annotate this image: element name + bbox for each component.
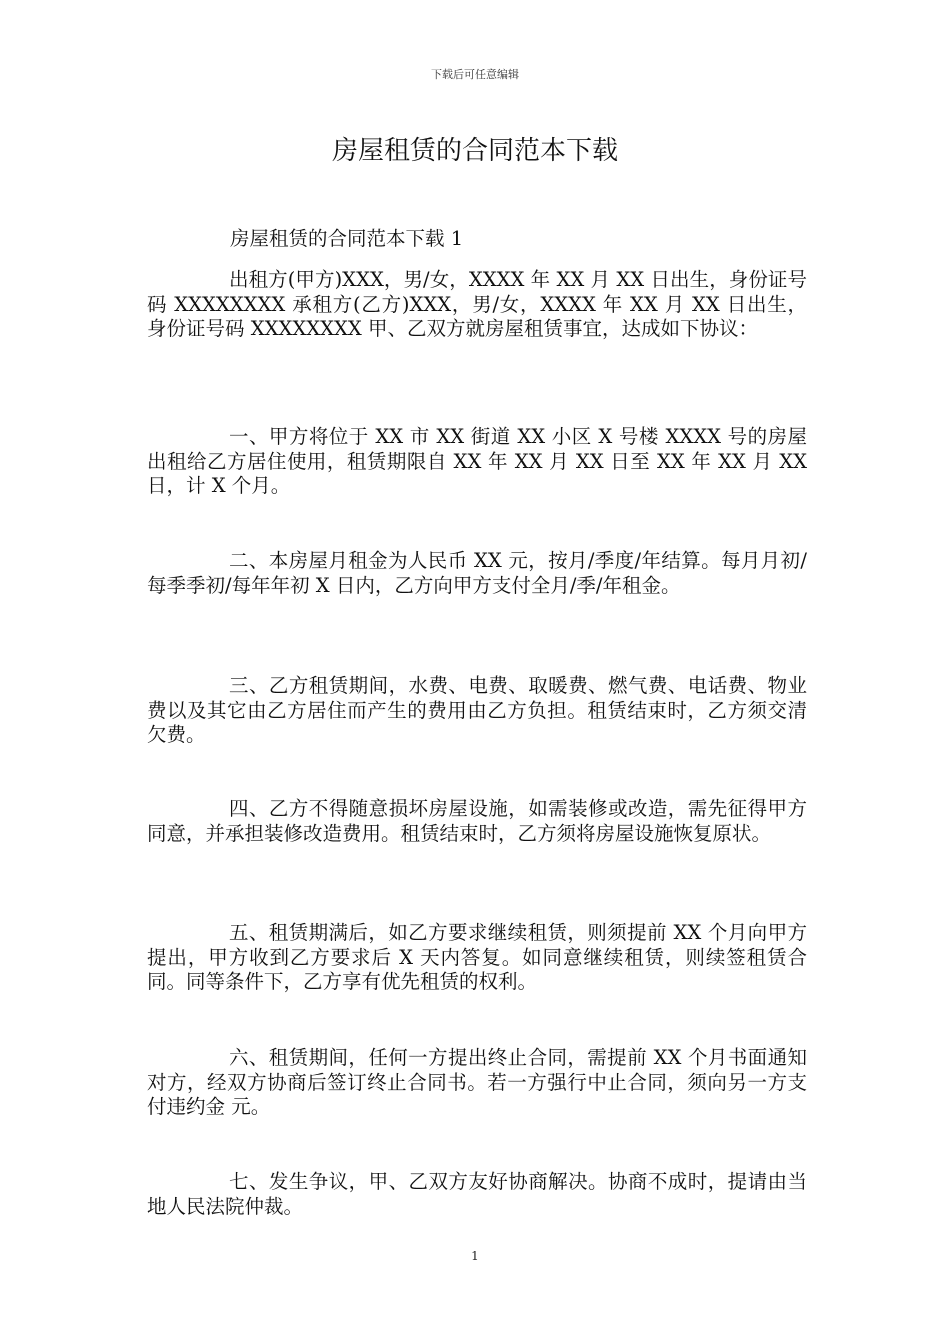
clause-2-paragraph: 二、本房屋月租金为人民币 XX 元，按月/季度/年结算。每月月初/每季季初/每年年初 X 日内，乙方向甲方支付全月/季/年租金。 xyxy=(147,549,807,597)
clause-7-paragraph: 七、发生争议，甲、乙双方友好协商解决。协商不成时，提请由当地人民法院仲裁。 xyxy=(147,1170,807,1218)
clause-1-paragraph: 一、甲方将位于 XX 市 XX 街道 XX 小区 X 号楼 XXXX 号的房屋出租给乙方居住使用，租赁期限自 XX 年 XX 月 XX 日至 XX 年 XX 月 XX 日，计 X 个月。 xyxy=(147,425,807,497)
header-note: 下载后可任意编辑 xyxy=(431,68,519,81)
section-subtitle: 房屋租赁的合同范本下载 1 xyxy=(230,227,464,250)
page-number: 1 xyxy=(471,1249,479,1263)
intro-paragraph: 出租方(甲方)XXX，男/女，XXXX 年 XX 月 XX 日出生，身份证号码 XXXXXXXX 承租方(乙方)XXX，男/女，XXXX 年 XX 月 XX 日出生，身份证号码 XXXXXXXX 甲、乙双方就房屋租赁事宜，达成如下协议： xyxy=(147,268,807,340)
clause-3-paragraph: 三、乙方租赁期间，水费、电费、取暖费、燃气费、电话费、物业费以及其它由乙方居住而产生的费用由乙方负担。租赁结束时，乙方须交清欠费。 xyxy=(147,674,807,746)
clause-6-paragraph: 六、租赁期间，任何一方提出终止合同，需提前 XX 个月书面通知对方，经双方协商后签订终止合同书。若一方强行中止合同，须向另一方支付违约金 元。 xyxy=(147,1046,807,1118)
clause-4-paragraph: 四、乙方不得随意损坏房屋设施，如需装修或改造，需先征得甲方同意，并承担装修改造费用。租赁结束时，乙方须将房屋设施恢复原状。 xyxy=(147,797,807,845)
clause-5-paragraph: 五、租赁期满后，如乙方要求继续租赁，则须提前 XX 个月向甲方提出，甲方收到乙方要求后 X 天内答复。如同意继续租赁，则续签租赁合同。同等条件下，乙方享有优先租赁的权利。 xyxy=(147,921,807,993)
document-title: 房屋租赁的合同范本下载 xyxy=(331,136,618,166)
